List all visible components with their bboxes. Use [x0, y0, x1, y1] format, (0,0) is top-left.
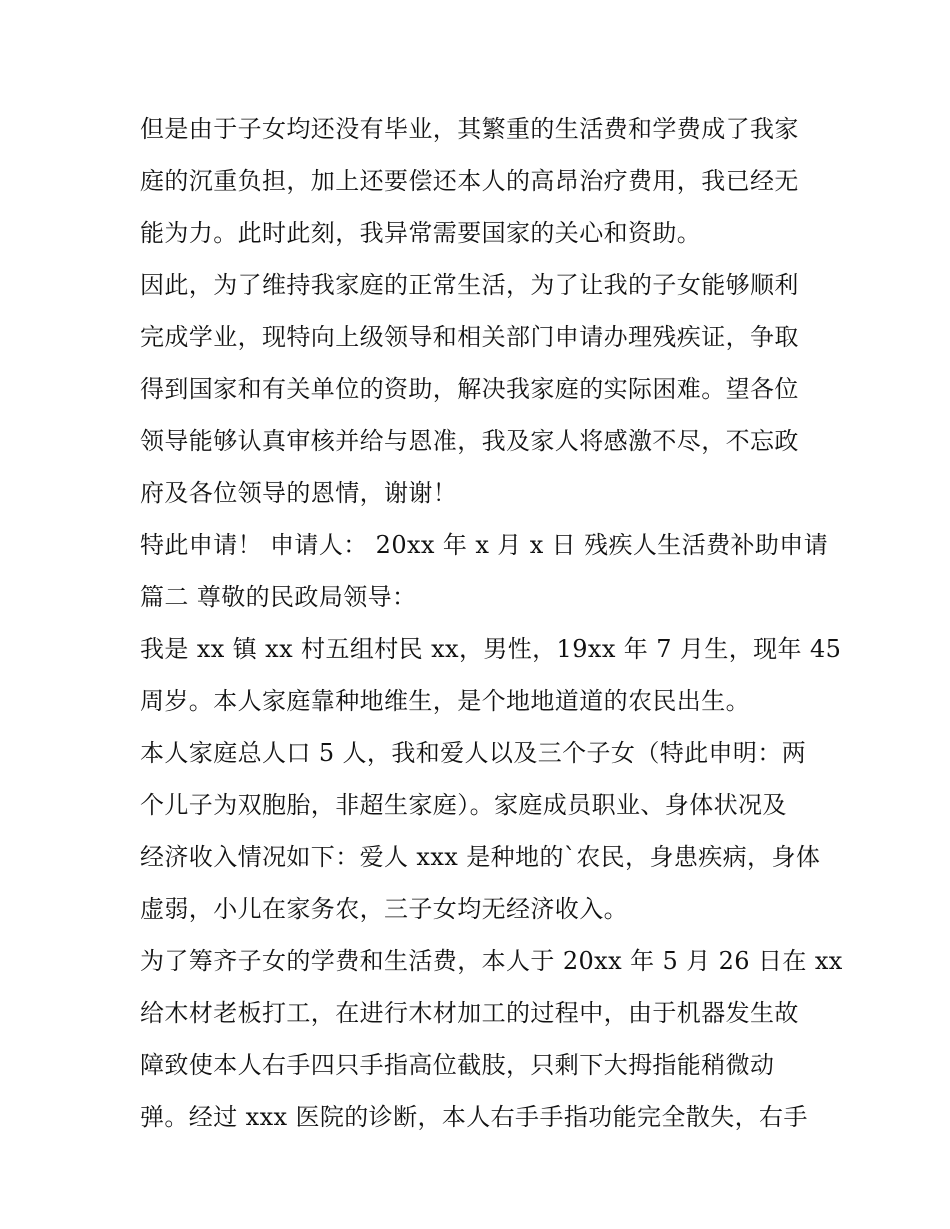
text-line: 但是由于子女均还没有毕业，其繁重的生活费和学费成了我家	[140, 115, 799, 143]
text-line: 弹。经过 xxx 医院的诊断，本人右手手指功能完全散失，右手	[140, 1103, 808, 1131]
text-line: 障致使本人右手四只手指高位截肢，只剩下大拇指能稍微动	[140, 1051, 775, 1079]
text-line: 完成学业，现特向上级领导和相关部门申请办理残疾证，争取	[140, 323, 799, 351]
text-line: 为了筹齐子女的学费和生活费，本人于 20xx 年 5 月 26 日在 xx	[140, 947, 843, 975]
text-line: 给木材老板打工，在进行木材加工的过程中，由于机器发生故	[140, 999, 799, 1027]
text-line: 得到国家和有关单位的资助，解决我家庭的实际困难。望各位	[140, 375, 799, 403]
text-line: 篇二 尊敬的民政局领导：	[140, 583, 417, 611]
text-line: 个儿子为双胞胎，非超生家庭）。家庭成员职业、身体状况及	[140, 791, 787, 819]
text-line: 特此申请！ 申请人： 20xx 年 x 月 x 日 残疾人生活费补助申请	[140, 531, 829, 559]
text-line: 因此，为了维持我家庭的正常生活，为了让我的子女能够顺利	[140, 271, 799, 299]
document-body	[140, 103, 843, 1143]
text-line: 府及各位领导的恩情，谢谢！	[140, 479, 458, 507]
text-line: 虚弱，小儿在家务农，三子女均无经济收入。	[140, 895, 628, 923]
text-line: 我是 xx 镇 xx 村五组村民 xx，男性，19xx 年 7 月生，现年 45	[140, 635, 842, 663]
text-line: 庭的沉重负担，加上还要偿还本人的高昂治疗费用，我已经无	[140, 167, 799, 195]
text-line: 经济收入情况如下：爱人 xxx 是种地的`农民，身患疾病，身体	[140, 843, 821, 871]
text-line: 领导能够认真审核并给与恩准，我及家人将感激不尽，不忘政	[140, 427, 799, 455]
text-line: 本人家庭总人口 5 人，我和爱人以及三个子女（特此申明：两	[140, 739, 807, 767]
text-line: 周岁。本人家庭靠种地维生，是个地地道道的农民出生。	[140, 687, 750, 715]
text-line: 能为力。此时此刻，我异常需要国家的关心和资助。	[140, 219, 702, 247]
